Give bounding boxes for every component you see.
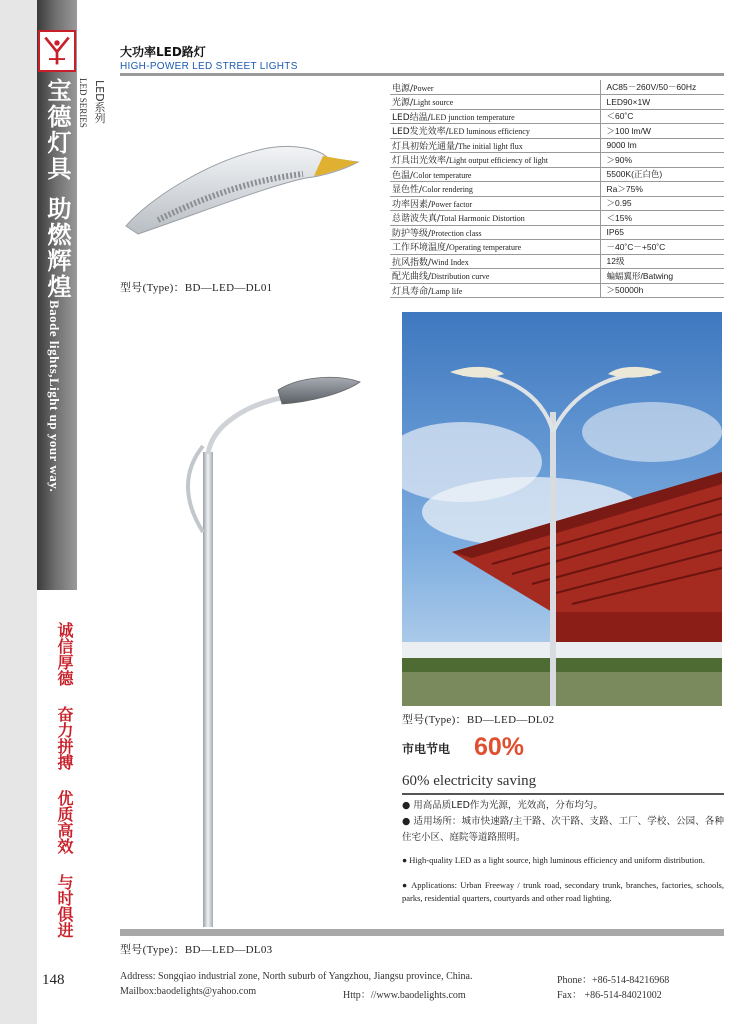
saving-percent: 60% [474,733,525,761]
spec-row [390,124,724,139]
spec-value: AC85－260V/50－60Hz [600,80,724,95]
spec-key [390,269,600,284]
page-title-en: HIGH-POWER LED STREET LIGHTS [120,61,298,72]
spec-key [390,80,600,95]
spec-row [390,95,724,110]
spec-key-en: Wind Index [431,257,469,267]
spec-key-en: Protection class [431,228,482,238]
motto-en: Baode lights,Light up your way. [47,300,62,493]
spec-key-cn: 电源/ [392,83,414,94]
slogan-3: 优质高效 [55,790,74,854]
spec-key [390,182,600,197]
left-margin-strip [0,0,37,1024]
spec-row [390,153,724,168]
footer-address: Address: Songqiao industrial zone, North suburb of Yangzhou, Jiangsu province, China. [120,971,473,982]
spec-row [390,182,724,197]
spec-key-en: Power factor [431,199,473,209]
spec-row [390,254,724,269]
spec-key-cn: 防护等级/ [392,228,432,239]
spec-key [390,211,600,226]
spec-key-cn: LED结温/ [392,112,431,123]
spec-key-cn: 灯具初始光通量/ [392,141,459,152]
spec-key-cn: 总谐波失真/ [392,214,441,225]
brand-name-cn: 宝德灯具 [43,78,71,182]
spec-key-en: Distribution curve [431,272,490,282]
spec-key [390,138,600,153]
spec-key [390,240,600,255]
spec-value: ＞50000h [600,283,724,298]
spec-value: ＞100 lm/W [600,124,724,139]
spec-value: ＜60˚C [600,109,724,124]
footer-website[interactable]: Http：//www.baodelights.com [343,990,466,1001]
spec-key [390,225,600,240]
series-label-en: LED SERIES [78,78,88,128]
page-title-cn: 大功率LED路灯 [120,45,206,59]
saving-label-en: 60% electricity saving [402,773,537,789]
spec-key-en: LED junction temperature [430,112,515,122]
spec-key-en: Total Harmonic Distortion [440,214,525,224]
feature-en-2: ● Applications: Urban Freeway / trunk road, secondary trunk, branches, factories, schools, parks, residential quarters, courtyards and other road lighting. [402,880,724,903]
spec-key [390,196,600,211]
logo-icon [40,32,74,70]
spec-key-en: Operating temperature [449,243,522,253]
installation-photo [402,312,722,706]
title-divider [120,73,724,76]
spec-row [390,283,724,298]
spec-value: ＜15% [600,211,724,226]
spec-key-cn: 显色性/ [392,185,423,196]
spec-row [390,167,724,182]
spec-value: 12级 [600,254,724,269]
footer-fax: Fax： +86-514-84021002 [557,990,662,1001]
spec-row [390,196,724,211]
motto-cn: 助燃辉煌 [43,196,71,300]
spec-value: 蝙蝠翼形/Batwing [600,269,724,284]
spec-key-en: Light output efficiency of light [449,156,548,166]
spec-key [390,95,600,110]
spec-key-cn: 配光曲线/ [392,272,432,283]
spec-row [390,225,724,240]
spec-value: ＞90% [600,153,724,168]
saving-divider [402,793,724,795]
spec-value: ＞0.95 [600,196,724,211]
series-label-cn: LED系列 [93,80,106,124]
spec-key-en: Light source [413,98,454,108]
spec-key-cn: LED发光效率/ [392,127,449,138]
model-dl01: 型号(Type)：BD—LED—DL01 [120,282,273,294]
saving-label-cn: 市电节电 [402,742,451,756]
spec-key-en: Lamp life [431,286,463,296]
lamp-dl01-image [118,140,363,240]
model-dl02: 型号(Type)：BD—LED—DL02 [402,714,555,726]
spec-key-cn: 色温/ [392,170,414,181]
spec-row [390,240,724,255]
spec-key-en: The initial light flux [458,141,523,151]
spec-key-cn: 灯具出光效率/ [392,156,450,167]
slogan-4: 与时俱进 [55,874,74,938]
spec-row [390,211,724,226]
spec-value: IP65 [600,225,724,240]
spec-key-cn: 灯具寿命/ [392,286,432,297]
spec-key-en: Power [413,83,434,93]
spec-key [390,283,600,298]
model-dl03: 型号(Type)：BD—LED—DL03 [120,944,273,956]
slogan-1: 诚信厚德 [55,622,74,686]
spec-key-cn: 功率因素/ [392,199,432,210]
slogan-2: 奋力拼搏 [55,706,74,770]
spec-row [390,109,724,124]
spec-key [390,167,600,182]
spec-row [390,80,724,95]
spec-row [390,138,724,153]
spec-key-en: Color temperature [413,170,472,180]
spec-row [390,269,724,284]
spec-key-cn: 抗风指数/ [392,257,432,268]
spec-value: 9000 lm [600,138,724,153]
feature-en-1: ● High-quality LED as a light source, high luminous efficiency and uniform distribution. [402,855,705,865]
footer-phone: Phone：+86-514-84216968 [557,975,670,986]
spec-table [390,80,724,298]
spec-value: 5500K(正白色) [600,167,724,182]
page-number: 148 [42,972,65,988]
spec-value: LED90×1W [600,95,724,110]
spec-value: Ra＞75% [600,182,724,197]
spec-value: －40˚C－+50˚C [600,240,724,255]
spec-key [390,254,600,269]
spec-key-cn: 光源/ [392,98,414,109]
feature-cn-1: ● 用高品质LED作为光源，光效高，分布均匀。 [402,800,603,811]
footer-mailbox[interactable]: Mailbox:baodelights@yahoo.com [120,986,257,997]
feature-cn-2: ● 适用场所：城市快速路/主干路、次干路、支路、工厂、学校、公园、各种住宅小区、庭院等道路照明。 [402,816,724,843]
bottom-divider [120,929,724,936]
spec-key-en: LED luminous efficiency [448,127,530,137]
spec-key-en: Color rendering [422,185,473,195]
spec-key [390,124,600,139]
spec-key [390,153,600,168]
spec-key-cn: 工作环境温度/ [392,243,450,254]
spec-key [390,109,600,124]
brand-logo [38,30,76,72]
lamp-dl03-image [170,372,370,932]
